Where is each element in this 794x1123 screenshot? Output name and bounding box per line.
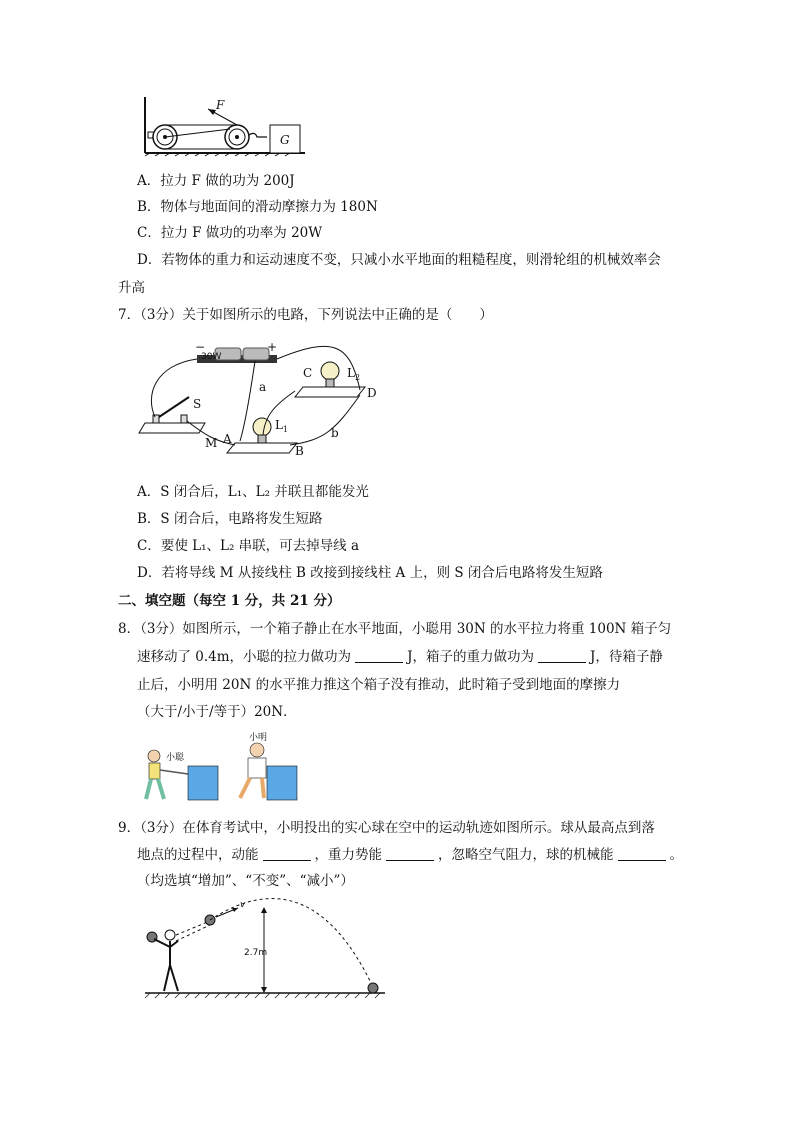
- pulley-figure: [140, 95, 310, 160]
- terminal-a-label: A: [223, 432, 232, 446]
- q9-line-1: 9．（3分）在体育考试中，小明投出的实心球在空中的运动轨迹如图所示。球从最高点到落: [118, 820, 655, 836]
- q9-line-2d: 。: [669, 847, 683, 863]
- plus-label: +: [267, 340, 278, 354]
- circuit-figure: [135, 335, 395, 465]
- q8-line-3: 止后，小明用 20N 的水平推力推这个箱子没有推动，此时箱子受到地面的摩擦力: [137, 677, 621, 693]
- q7-option-c: C．要使 L₁、L₂ 串联，可去掉导线 a: [137, 538, 360, 554]
- terminal-d-label: D: [367, 386, 377, 400]
- q8-blank-2: [538, 648, 586, 663]
- q8-line-2c: J，待箱子静: [589, 649, 663, 665]
- terminal-b-label: B: [295, 444, 304, 458]
- q9-line-2a: 地点的过程中，动能: [137, 847, 259, 863]
- q7-stem: 7．（3分）关于如图所示的电路，下列说法中正确的是（ ）: [118, 307, 493, 323]
- q9-line-2: [137, 845, 683, 865]
- q6-option-d-cont: 升高: [118, 280, 145, 296]
- battery-text: 30W: [201, 352, 222, 362]
- q6-option-d: D．若物体的重力和运动速度不变，只减小水平地面的粗糙程度，则滑轮组的机械效率会: [137, 252, 661, 268]
- box-figure: [140, 728, 310, 808]
- l1-label: $L_1$: [275, 418, 289, 434]
- minus-label: −: [195, 340, 206, 354]
- q9-line-2b: ，重力势能: [314, 847, 382, 863]
- person1-label: 小聪: [166, 753, 185, 763]
- q9-line-3: （均选填“增加”、“不变”、“减小”）: [137, 873, 354, 889]
- trajectory-figure: [140, 895, 390, 1000]
- section-title: 二、填空题（每空 1 分，共 21 分）: [118, 593, 341, 609]
- q8-blank-1: [355, 648, 403, 663]
- q8-line-4: （大于/小于/等于）20N．: [137, 704, 297, 720]
- q9-line-2c: ，忽略空气阻力，球的机械能: [438, 847, 614, 863]
- q6-option-c: C．拉力 F 做功的功率为 20W: [137, 225, 323, 241]
- q7-option-a: A．S 闭合后，L₁、L₂ 并联且都能发光: [137, 484, 369, 500]
- q7-option-d: D．若将导线 M 从接线柱 B 改接到接线柱 A 上，则 S 闭合后电路将发生短路: [137, 565, 603, 581]
- q8-line-2b: J，箱子的重力做功为: [407, 649, 534, 665]
- q9-blank-2: [386, 846, 434, 861]
- q9-blank-1: [263, 846, 311, 861]
- q8-line-1: 8．（3分）如图所示，一个箱子静止在水平地面，小聪用 30N 的水平拉力将重 100N 箱子匀: [118, 621, 672, 637]
- terminal-c-label: C: [303, 366, 313, 380]
- wire-m-label: M: [205, 436, 218, 450]
- q8-line-2: [137, 647, 663, 667]
- person2-label: 小明: [249, 733, 268, 743]
- q8-line-2a: 速移动了 0.4m，小聪的拉力做功为: [137, 649, 352, 665]
- q9-blank-3: [618, 846, 666, 861]
- wire-b-label: b: [331, 426, 339, 440]
- switch-label: S: [193, 397, 202, 411]
- q7-option-b: B．S 闭合后，电路将发生短路: [137, 511, 323, 527]
- q6-option-a: A．拉力 F 做的功为 200J: [137, 173, 295, 189]
- l2-label: $L_2$: [347, 366, 361, 382]
- velocity-label: v: [240, 900, 246, 910]
- weight-label: G: [280, 133, 290, 147]
- force-label: F: [216, 98, 225, 112]
- q6-option-b: B．物体与地面间的滑动摩擦力为 180N: [137, 199, 378, 215]
- wire-a-label: a: [259, 380, 267, 394]
- height-label: 2.7m: [244, 948, 268, 958]
